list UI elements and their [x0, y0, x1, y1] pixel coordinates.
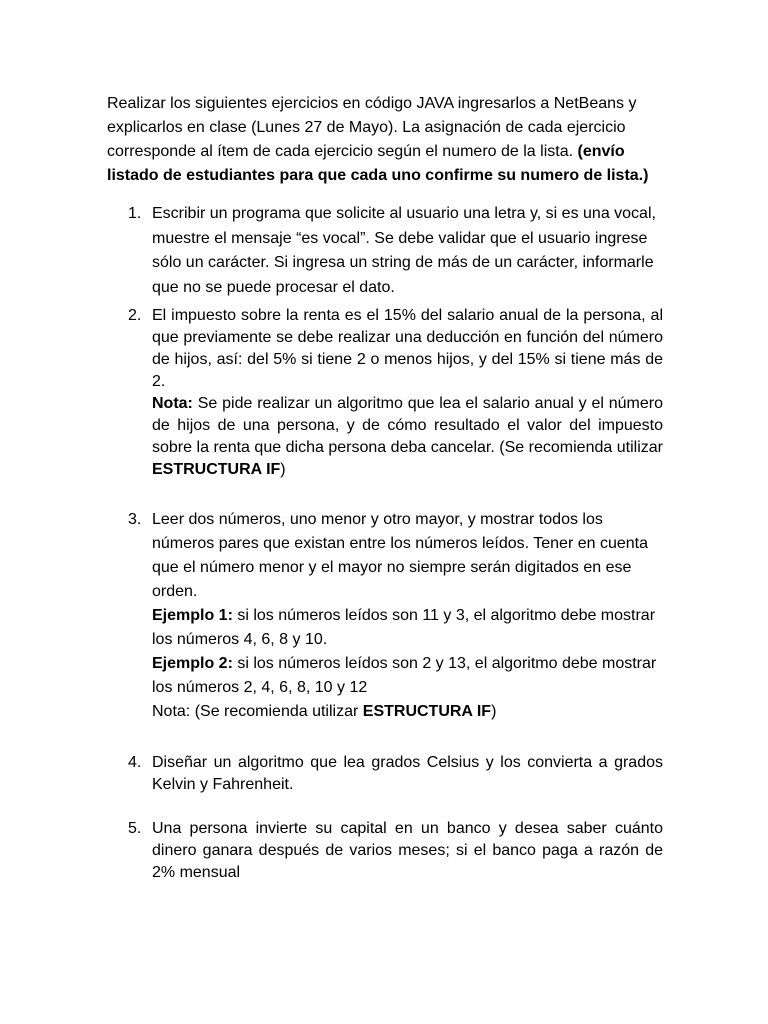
intro-paragraph	[107, 92, 663, 188]
exercise-text: Una persona invierte su capital en un banco y desea saber cuánto dinero ganara después de varios meses; si el banco paga a razón de 2% mensual	[152, 820, 663, 881]
exercise-item-2	[107, 305, 663, 481]
note-bold: ESTRUCTURA IF	[152, 461, 281, 478]
exercise-text: Diseñar un algoritmo que lea grados Celsius y los convierta a grados Kelvin y Fahrenheit.	[152, 754, 663, 793]
exercise-text: El impuesto sobre la renta es el 15% del salario anual de la persona, al que previamente se debe realizar una deducción en función del número de hijos, así: del 5% si tiene 2 o menos hijos, y del 15% si tiene más de 2.	[152, 307, 663, 390]
note-label: Nota:	[152, 395, 193, 412]
note-close: )	[491, 703, 497, 720]
exercise-number: 1.	[128, 205, 142, 222]
exercise-item-4	[107, 752, 663, 796]
exercise-note	[152, 393, 663, 481]
exercise-item-1	[107, 202, 663, 300]
exercise-number: 3.	[128, 511, 142, 528]
exercise-text: Escribir un programa que solicite al usuario una letra y, si es una vocal, muestre el mensaje “es vocal”. Se debe validar que el usuario ingrese sólo un carácter. Si ingresa un string de más de un carácter, informarle que no se puede procesar el dato.	[152, 205, 656, 296]
note-text: Nota: (Se recomienda utilizar	[152, 703, 363, 720]
exercise-text: Leer dos números, uno menor y otro mayor, y mostrar todos los números pares que existan entre los números leídos. Tener en cuenta que el número menor y el mayor no siempre serán digitados en ese orden.	[152, 511, 648, 600]
exercise-note	[152, 700, 663, 724]
example-2-text: si los números leídos son 2 y 13, el algoritmo debe mostrar los números 2, 4, 6, 8, 10 y 12	[152, 655, 657, 696]
example-1-label: Ejemplo 1:	[152, 607, 233, 624]
note-close: )	[280, 461, 286, 478]
intro-text: Realizar los siguientes ejercicios en código JAVA ingresarlos a NetBeans y explicarlos en clase (Lunes 27 de Mayo). La asignación de cada ejercicio corresponde al ítem de cada ejercicio según el numero de la lista.	[107, 95, 637, 160]
example-2	[152, 652, 663, 700]
exercise-number: 4.	[128, 754, 142, 771]
exercise-list	[107, 202, 663, 884]
intro-bold-text: (envío listado de estudiantes para que cada uno confirme su numero de lista.)	[107, 143, 649, 184]
exercise-number: 5.	[128, 820, 142, 837]
example-1-text: si los números leídos son 11 y 3, el algoritmo debe mostrar los números 4, 6, 8 y 10.	[152, 607, 656, 648]
example-2-label: Ejemplo 2:	[152, 655, 233, 672]
exercise-number: 2.	[128, 307, 142, 324]
exercise-item-5	[107, 818, 663, 884]
note-bold: ESTRUCTURA IF	[362, 703, 492, 720]
document-page	[107, 92, 663, 884]
exercise-item-3	[107, 508, 663, 724]
example-1	[152, 604, 663, 652]
note-text: Se pide realizar un algoritmo que lea el salario anual y el número de hijos de una persona, y de cómo resultado el valor del impuesto sobre la renta que dicha persona deba cancelar. (Se recomienda utilizar	[152, 395, 663, 456]
